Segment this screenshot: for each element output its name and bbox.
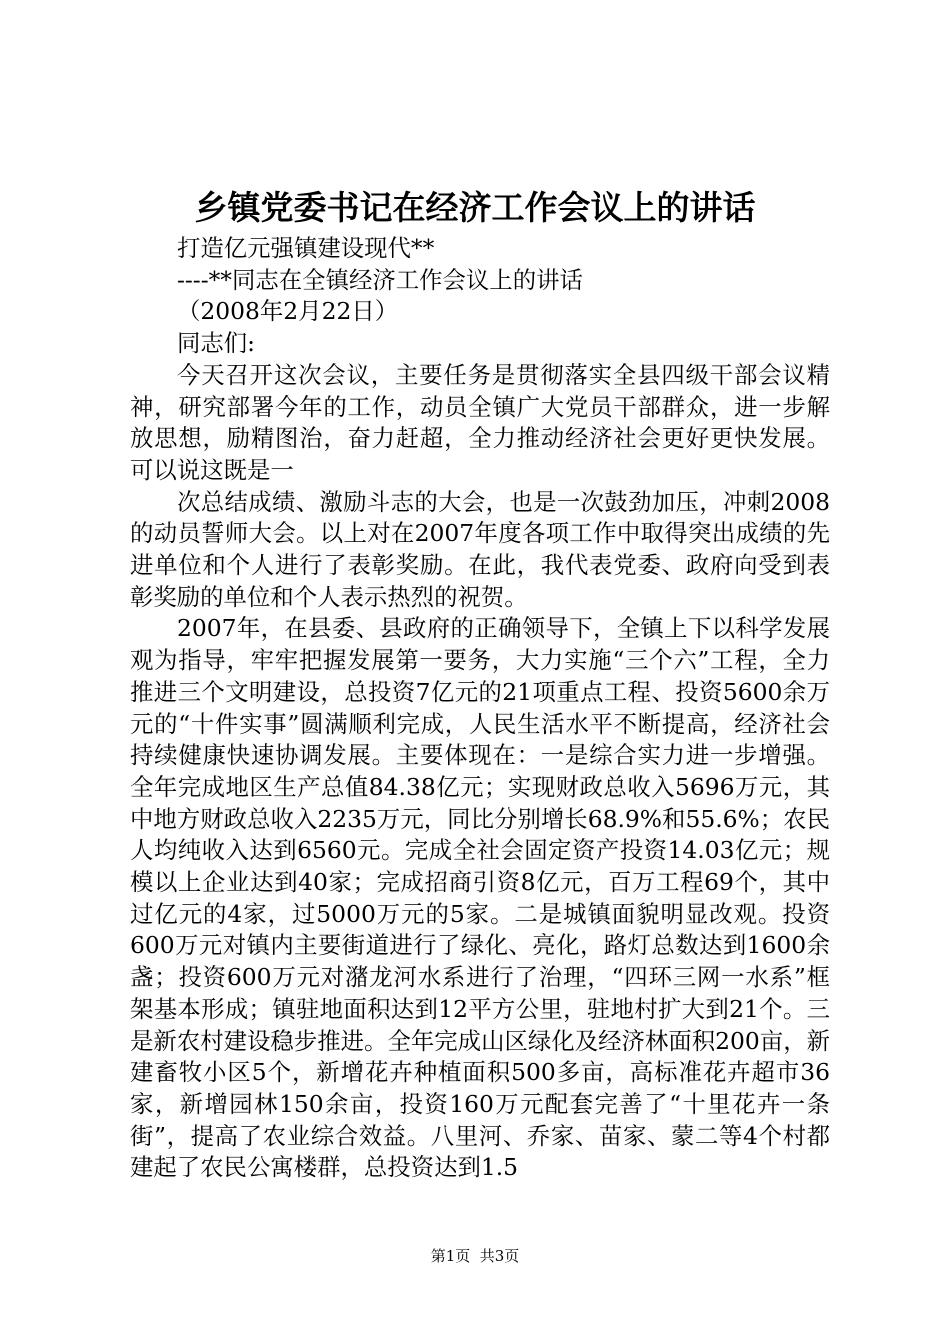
salutation: 同志们: [177, 329, 256, 358]
document-subtitle: 打造亿元强镇建设现代** [177, 234, 435, 262]
document-title: 乡镇党委书记在经济工作会议上的讲话 [194, 188, 756, 227]
paragraph-2: 次总结成绩、激励斗志的大会，也是一次鼓劲加压，冲刺2008的动员誓师大会。以上对在2007年度各项工作中取得突出成绩的先进单位和个人进行了表彰奖励。在此，我代表党委、政府向受到表彰奖励的单位和个人表示热烈的祝贺。 [130, 487, 830, 611]
document-byline: ----**同志在全镇经济工作会议上的讲话 [177, 265, 583, 294]
document-date: （2008年2月22日） [177, 297, 399, 326]
document-body [130, 233, 830, 1184]
page-footer: 第1页 共3页 [430, 1247, 520, 1265]
paragraph-1: 今天召开这次会议，主要任务是贯彻落实全县四级干部会议精神，研究部署今年的工作，动员全镇广大党员干部群众，进一步解放思想，励精图治，奋力赶超，全力推动经济社会更好更快发展。可以说这既是一 [130, 360, 830, 484]
paragraph-3: 2007年，在县委、县政府的正确领导下，全镇上下以科学发展观为指导，牢牢把握发展第一要务，大力实施“三个六”工程，全力推进三个文明建设，总投资7亿元的21项重点工程、投资5600余万元的“十件实事”圆满顺利完成，人民生活水平不断提高，经济社会持续健康快速协调发展。主要体现在：一是综合实力进一步增强。全年完成地区生产总值84.38亿元；实现财政总收入5696万元，其中地方财政总收入2235万元，同比分别增长68.9%和55.6%；农民人均纯收入达到6560元。完成全社会固定资产投资14.03亿元；规模以上企业达到40家；完成招商引资8亿元，百万工程69个，其中过亿元的4家，过5000万元的5家。二是城镇面貌明显改观。投资600万元对镇内主要街道进行了绿化、亮化，路灯总数达到1600余盏；投资600万元对潴龙河水系进行了治理，“四环三网一水系”框架基本形成；镇驻地面积达到12平方公里，驻地村扩大到21个。三是新农村建设稳步推进。全年完成山区绿化及经济林面积200亩，新建畜牧小区5个，新增花卉种植面积500多亩，高标准花卉超市36家，新增园林150余亩，投资160万元配套完善了“十里花卉一条街”，提高了农业综合效益。八里河、乔家、苗家、蒙二等4个村都建起了农民公寓楼群，总投资达到1.5 [130, 614, 830, 1182]
